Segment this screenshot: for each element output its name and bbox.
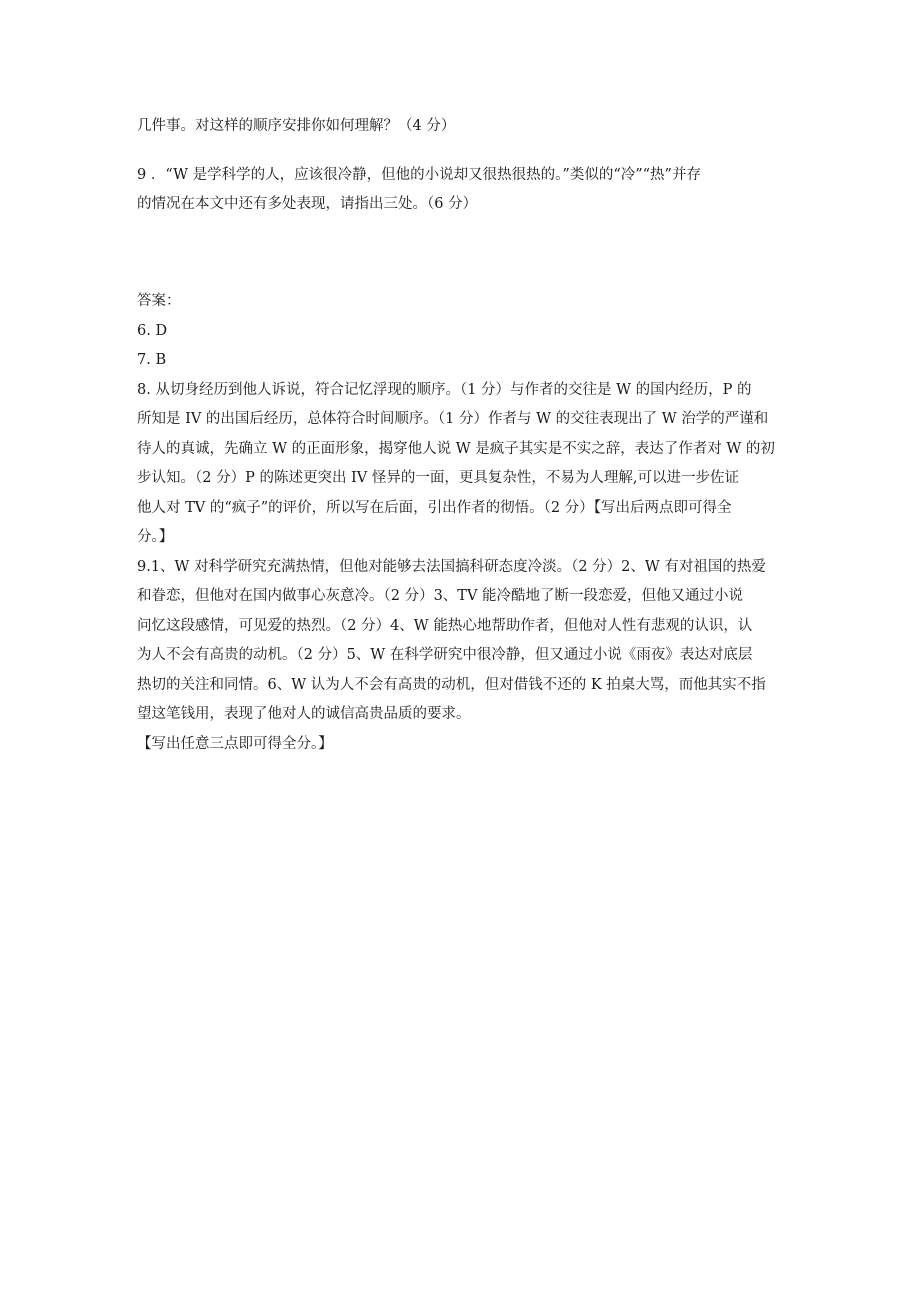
answer-8-line: 待人的真诚，先确立 W 的正面形象，揭穿他人说 W 是疯子其实是不实之辞，表达了作者对 W 的初 [137, 440, 775, 457]
answer-7: 7. B [137, 352, 167, 368]
answer-9-line: 9.1、W 对科学研究充满热情，但他对能够去法国搞科研态度冷淡。（2 分）2、W 有对祖国的热爱 [137, 558, 766, 575]
answer-9-line: 热切的关注和同情。6、W 认为人不会有高贵的动机，但对借钱不还的 K 拍桌大骂，而他其实不指 [137, 676, 766, 693]
question-8-tail: 几件事。对这样的顺序安排你如何理解？（4 分） [137, 118, 456, 134]
answer-9-line: 问忆这段感情，可见爱的热烈。（2 分）4、W 能热心地帮助作者，但他对人性有悲观的认识，认 [137, 617, 753, 634]
answer-9-note: 【写出任意三点即可得全分。】 [137, 735, 333, 752]
answer-heading: 答案： [137, 293, 181, 309]
question-9 [137, 161, 785, 219]
document-page [137, 112, 785, 759]
answer-section [137, 287, 785, 759]
answer-8-line: 他人对 TV 的“疯子”的评价，所以写在后面，引出作者的彻悟。（2 分）【写出后两点即可得全 [137, 499, 732, 516]
answer-8-line: 步认知。（2 分）P 的陈述更突出 IV 怪异的一面，更具复杂性，不易为人理解,可以进一步佐证 [137, 470, 739, 486]
answer-8-line: 所知是 IV 的出国后经历，总体符合时间顺序。（1 分）作者与 W 的交往表现出了 W 治学的严谨和 [137, 411, 769, 427]
answer-6: 6. D [137, 322, 168, 339]
answer-8 [137, 376, 785, 553]
answer-9-line: 望这笔钱用，表现了他对人的诚信高贵品质的要求。 [137, 706, 471, 722]
answer-9-line: 为人不会有高贵的动机。（2 分）5、W 在科学研究中很冷静，但又通过小说《雨夜》表达对底层 [137, 647, 753, 663]
question-9-line: 的情况在本文中还有多处表现，请指出三处。（6 分） [137, 196, 478, 212]
answer-8-line: 8. 从切身经历到他人诉说，符合记忆浮现的顺序。（1 分）与作者的交往是 W 的国内经历，P 的 [137, 381, 752, 398]
answer-9 [137, 553, 785, 730]
question-9-line: 9 ．“W 是学科学的人，应该很冷静，但他的小说却又很热很热的。”类似的“冷”“热”并存 [137, 167, 701, 183]
answer-9-line: 和眷恋，但他对在国内做事心灰意冷。（2 分）3、TV 能冷酷地了断一段恋爱，但他又通过小说 [137, 588, 744, 604]
answer-8-line: 分。】 [137, 529, 174, 545]
